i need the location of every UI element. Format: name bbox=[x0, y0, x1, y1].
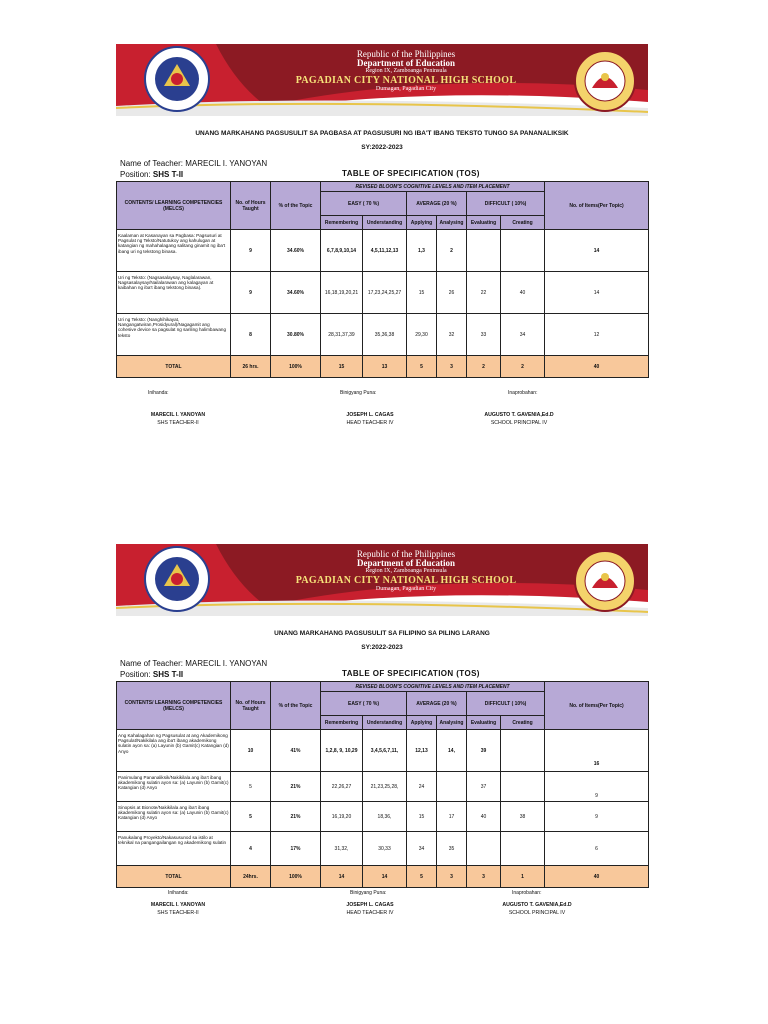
tos-title: TABLE OF SPECIFICATION (TOS) bbox=[342, 169, 480, 178]
total-row bbox=[117, 356, 649, 378]
exam-title: UNANG MARKAHANG PAGSUSULIT SA FILIPINO SA PILING LARANG bbox=[274, 630, 490, 637]
total-evaluating: 3 bbox=[467, 866, 501, 888]
header-easy: EASY ( 70 %) bbox=[321, 192, 407, 216]
row-hours: 4 bbox=[231, 832, 271, 866]
position-label: Position: bbox=[120, 170, 151, 179]
total-hours: 24hrs. bbox=[231, 866, 271, 888]
row-items: 12 bbox=[545, 314, 649, 356]
total-remembering: 14 bbox=[321, 866, 363, 888]
table-row bbox=[117, 832, 649, 866]
header-text-block bbox=[246, 550, 566, 593]
table-row bbox=[117, 802, 649, 832]
header-region: Region IX, Zamboanga Peninsula bbox=[365, 68, 447, 74]
row-hours: 5 bbox=[231, 772, 271, 802]
row-percent: 41% bbox=[271, 730, 321, 772]
row-applying: 29,30 bbox=[407, 314, 437, 356]
row-analysing bbox=[437, 772, 467, 802]
signatory-teacher bbox=[132, 412, 224, 426]
header-analysing: Analysing bbox=[437, 716, 467, 730]
position-value: SHS T-II bbox=[152, 170, 184, 179]
header-creating: Creating bbox=[501, 216, 545, 230]
row-items: 14 bbox=[545, 230, 649, 272]
header-department: Department of Education bbox=[357, 58, 455, 68]
row-analysing: 2 bbox=[437, 230, 467, 272]
tos-table bbox=[116, 681, 649, 888]
header-region: Region IX, Zamboanga Peninsula bbox=[365, 568, 447, 574]
header-easy: EASY ( 70 %) bbox=[321, 692, 407, 716]
total-items: 40 bbox=[545, 356, 649, 378]
signatories bbox=[116, 902, 648, 922]
row-items: 9 bbox=[545, 772, 649, 802]
teacher-label: Name of Teacher: bbox=[120, 159, 183, 168]
teacher-name: MARECIL I. YANOYAN bbox=[185, 159, 268, 168]
signatory-name: MARECIL I. YANOYAN bbox=[150, 902, 206, 908]
row-competency: Ang Kahalagahan ng Pagsusulat at ang Akademikong Pagsulat/Nakikilala ang iba't ibang akademikong sulatin ayon sa: (a) Layunin (b) Gamit(c) Katangian (d) Anyo bbox=[117, 730, 231, 772]
row-evaluating: 40 bbox=[467, 802, 501, 832]
school-header-banner bbox=[116, 44, 648, 116]
total-label: TOTAL bbox=[117, 356, 231, 378]
row-analysing: 17 bbox=[437, 802, 467, 832]
header-percent: % of the Topic bbox=[271, 182, 321, 230]
checked-by-label: Binigyang Puna: bbox=[350, 890, 387, 896]
row-evaluating: 39 bbox=[467, 730, 501, 772]
school-year: SY:2022-2023 bbox=[361, 644, 403, 651]
header-address: Dumagan, Pagadian City bbox=[375, 86, 437, 92]
tos-title: TABLE OF SPECIFICATION (TOS) bbox=[342, 669, 480, 678]
position-label: Position: bbox=[120, 670, 151, 679]
row-evaluating bbox=[467, 832, 501, 866]
signatory-head-teacher bbox=[324, 412, 416, 426]
table-row bbox=[117, 314, 649, 356]
header-blooms: REVISED BLOOM'S COGNITIVE LEVELS AND ITEM PLACEMENT bbox=[321, 682, 545, 692]
table-row bbox=[117, 230, 649, 272]
total-creating: 2 bbox=[501, 356, 545, 378]
signature-labels bbox=[116, 890, 648, 902]
tos-document-2 bbox=[116, 544, 648, 922]
row-percent: 17% bbox=[271, 832, 321, 866]
teacher-name-line bbox=[120, 159, 267, 168]
row-remembering: 1,2,8, 9, 10,29 bbox=[321, 730, 363, 772]
row-items: 6 bbox=[545, 832, 649, 866]
tos-document-1 bbox=[116, 44, 648, 432]
teacher-name-line bbox=[120, 659, 267, 668]
row-creating: 34 bbox=[501, 314, 545, 356]
header-school-name: PAGADIAN CITY NATIONAL HIGH SCHOOL bbox=[295, 575, 517, 586]
header-republic: Republic of the Philippines bbox=[356, 49, 456, 59]
signatory-name: JOSEPH L. CAGAS bbox=[346, 902, 394, 908]
position-line bbox=[120, 670, 183, 679]
total-label: TOTAL bbox=[117, 866, 231, 888]
row-applying: 34 bbox=[407, 832, 437, 866]
header-average: AVERAGE (20 %) bbox=[407, 692, 467, 716]
header-evaluating: Evaluating bbox=[467, 216, 501, 230]
header-average: AVERAGE (20 %) bbox=[407, 192, 467, 216]
position-line bbox=[120, 170, 183, 179]
signatory-role: HEAD TEACHER IV bbox=[346, 420, 394, 426]
total-evaluating: 2 bbox=[467, 356, 501, 378]
row-creating: 40 bbox=[501, 272, 545, 314]
header-blooms: REVISED BLOOM'S COGNITIVE LEVELS AND ITEM PLACEMENT bbox=[321, 182, 545, 192]
signature-labels bbox=[116, 390, 648, 406]
row-hours: 5 bbox=[231, 802, 271, 832]
header-school-name: PAGADIAN CITY NATIONAL HIGH SCHOOL bbox=[295, 75, 517, 86]
signatory-name: JOSEPH L. CAGAS bbox=[346, 412, 394, 418]
tos-table bbox=[116, 181, 649, 378]
header-remembering: Remembering bbox=[321, 716, 363, 730]
header-department: Department of Education bbox=[357, 558, 455, 568]
row-analysing: 35 bbox=[437, 832, 467, 866]
signatory-principal bbox=[464, 412, 574, 426]
signatory-name: AUGUSTO T. GAVENIA,Ed.D bbox=[484, 412, 554, 418]
total-understanding: 13 bbox=[363, 356, 407, 378]
row-competency: Panukalang Proyekto/Nakasusunod sa istilo at teknikal na pangangailangan ng akademikong sulatin bbox=[117, 832, 231, 866]
row-applying: 15 bbox=[407, 802, 437, 832]
row-percent: 21% bbox=[271, 802, 321, 832]
prepared-by-label: Inihanda: bbox=[168, 890, 189, 896]
total-percent: 100% bbox=[271, 866, 321, 888]
signatories bbox=[116, 412, 648, 432]
total-row bbox=[117, 866, 649, 888]
header-competencies: CONTENTS/ LEARNING COMPETENCIES (MELCS) bbox=[117, 182, 231, 230]
header-items: No. of Items(Per Topic) bbox=[545, 182, 649, 230]
table-row bbox=[117, 730, 649, 772]
row-applying: 15 bbox=[407, 272, 437, 314]
prepared-by-label: Inihanda: bbox=[148, 390, 169, 396]
header-applying: Applying bbox=[407, 716, 437, 730]
row-remembering: 31,32, bbox=[321, 832, 363, 866]
total-hours: 26 hrs. bbox=[231, 356, 271, 378]
signatory-role: SCHOOL PRINCIPAL IV bbox=[490, 420, 548, 426]
row-creating bbox=[501, 230, 545, 272]
school-seal-icon bbox=[574, 550, 640, 616]
row-understanding: 21,23,25,28, bbox=[363, 772, 407, 802]
row-remembering: 6,7,8,9,10,14 bbox=[321, 230, 363, 272]
row-items: 16 bbox=[545, 730, 649, 772]
row-percent: 21% bbox=[271, 772, 321, 802]
total-applying: 5 bbox=[407, 356, 437, 378]
total-analysing: 3 bbox=[437, 866, 467, 888]
row-creating bbox=[501, 730, 545, 772]
signatory-role: SCHOOL PRINCIPAL IV bbox=[508, 910, 566, 916]
header-understanding: Understanding bbox=[363, 216, 407, 230]
teacher-label: Name of Teacher: bbox=[120, 659, 183, 668]
deped-seal-icon bbox=[144, 46, 210, 112]
row-understanding: 3,4,5,6,7,11, bbox=[363, 730, 407, 772]
row-remembering: 22,26,27 bbox=[321, 772, 363, 802]
row-percent: 34.60% bbox=[271, 230, 321, 272]
row-evaluating: 33 bbox=[467, 314, 501, 356]
row-understanding: 30,33 bbox=[363, 832, 407, 866]
row-creating bbox=[501, 832, 545, 866]
row-evaluating: 37 bbox=[467, 772, 501, 802]
school-header-banner bbox=[116, 544, 648, 616]
row-percent: 34.60% bbox=[271, 272, 321, 314]
total-items: 40 bbox=[545, 866, 649, 888]
school-seal-icon bbox=[574, 50, 640, 116]
total-understanding: 14 bbox=[363, 866, 407, 888]
total-remembering: 15 bbox=[321, 356, 363, 378]
exam-title: UNANG MARKAHANG PAGSUSULIT SA PAGBASA AT PAGSUSURI NG IBA'T IBANG TEKSTO TUNGO SA PANANALIKSIK bbox=[195, 130, 569, 137]
teacher-info bbox=[116, 159, 648, 181]
row-evaluating: 22 bbox=[467, 272, 501, 314]
header-difficult: DIFFICULT ( 10%) bbox=[467, 192, 545, 216]
header-creating: Creating bbox=[501, 716, 545, 730]
row-understanding: 17,23,24,25,27 bbox=[363, 272, 407, 314]
row-hours: 10 bbox=[231, 730, 271, 772]
header-understanding: Understanding bbox=[363, 716, 407, 730]
row-hours: 9 bbox=[231, 272, 271, 314]
row-percent: 30.80% bbox=[271, 314, 321, 356]
signatory-principal bbox=[482, 902, 592, 916]
header-text-block bbox=[246, 50, 566, 93]
total-percent: 100% bbox=[271, 356, 321, 378]
teacher-info bbox=[116, 659, 648, 681]
row-hours: 8 bbox=[231, 314, 271, 356]
header-analysing: Analysing bbox=[437, 216, 467, 230]
teacher-name: MARECIL I. YANOYAN bbox=[185, 659, 268, 668]
row-competency: Uri ng Teksto: (Nanghihikayat, Nangangatwiran,Prosidyural)/Nagagamit ang cohesive device sa pagsulat ng sariling halimbawang teksto bbox=[117, 314, 231, 356]
header-address: Dumagan, Pagadian City bbox=[375, 586, 437, 592]
header-applying: Applying bbox=[407, 216, 437, 230]
row-applying: 24 bbox=[407, 772, 437, 802]
signatory-teacher bbox=[132, 902, 224, 916]
signatory-name: AUGUSTO T. GAVENIA,Ed.D bbox=[502, 902, 572, 908]
row-items: 14 bbox=[545, 272, 649, 314]
deped-seal-icon bbox=[144, 546, 210, 612]
total-applying: 5 bbox=[407, 866, 437, 888]
total-creating: 1 bbox=[501, 866, 545, 888]
header-difficult: DIFFICULT ( 10%) bbox=[467, 692, 545, 716]
row-applying: 12,13 bbox=[407, 730, 437, 772]
table-row bbox=[117, 772, 649, 802]
position-value: SHS T-II bbox=[152, 670, 184, 679]
row-understanding: 4,5,11,12,13 bbox=[363, 230, 407, 272]
table-row bbox=[117, 272, 649, 314]
row-creating: 38 bbox=[501, 802, 545, 832]
row-items: 9 bbox=[545, 802, 649, 832]
header-evaluating: Evaluating bbox=[467, 716, 501, 730]
header-competencies: CONTENTS/ LEARNING COMPETENCIES (MELCS) bbox=[117, 682, 231, 730]
header-republic: Republic of the Philippines bbox=[356, 549, 456, 559]
header-items: No. of Items(Per Topic) bbox=[545, 682, 649, 730]
row-applying: 1,3 bbox=[407, 230, 437, 272]
row-analysing: 26 bbox=[437, 272, 467, 314]
row-competency: Kaalaman at Kasanayan sa Pagbasa: Pagsusuri at Pagsulat ng Teksto/Natutukoy ang kahulugan at katangian ng mahahalagang salitang ginamit ng iba't ibang uri ng tekstong binasa. bbox=[117, 230, 231, 272]
signatory-name: MARECIL I. YANOYAN bbox=[150, 412, 206, 418]
signatory-role: HEAD TEACHER IV bbox=[346, 910, 394, 916]
header-remembering: Remembering bbox=[321, 216, 363, 230]
header-hours: No. of Hours Taught bbox=[231, 182, 271, 230]
checked-by-label: Binigyang Puna: bbox=[340, 390, 377, 396]
row-competency: Uri ng Teksto: (Nagsasalaysay, Naglalarawan, Nagsasalaysay/Nailalarawan ang kalagayan at kaibahan ng iba't ibang tekstong binasa). bbox=[117, 272, 231, 314]
row-competency: Panimulang Pananaliksik/Nakikilala ang iba't ibang akademikong sulatin ayon sa: (a) Layunin (b) Gamit(c) Katangian (d) Anyo bbox=[117, 772, 231, 802]
row-understanding: 18,36, bbox=[363, 802, 407, 832]
row-competency: Sinopsis at Bionote/Nakikilala ang iba't ibang akademikong sulatin ayon sa: (a) Layunin (b) Gamit(c) Katangian (d) Anyo bbox=[117, 802, 231, 832]
total-analysing: 3 bbox=[437, 356, 467, 378]
signatory-head-teacher bbox=[324, 902, 416, 916]
row-evaluating bbox=[467, 230, 501, 272]
row-analysing: 14, bbox=[437, 730, 467, 772]
approved-by-label: Inaprobahan: bbox=[512, 890, 542, 896]
row-remembering: 28,31,37,39 bbox=[321, 314, 363, 356]
row-understanding: 35,36,38 bbox=[363, 314, 407, 356]
header-hours: No. of Hours Taught bbox=[231, 682, 271, 730]
school-year: SY:2022-2023 bbox=[361, 144, 403, 151]
row-creating bbox=[501, 772, 545, 802]
row-analysing: 32 bbox=[437, 314, 467, 356]
row-remembering: 16,19,20 bbox=[321, 802, 363, 832]
signatory-role: SHS TEACHER-II bbox=[157, 910, 199, 916]
approved-by-label: Inaprobahan: bbox=[508, 390, 538, 396]
row-hours: 9 bbox=[231, 230, 271, 272]
row-remembering: 16,18,19,20,21 bbox=[321, 272, 363, 314]
signatory-role: SHS TEACHER-II bbox=[157, 420, 199, 426]
header-percent: % of the Topic bbox=[271, 682, 321, 730]
